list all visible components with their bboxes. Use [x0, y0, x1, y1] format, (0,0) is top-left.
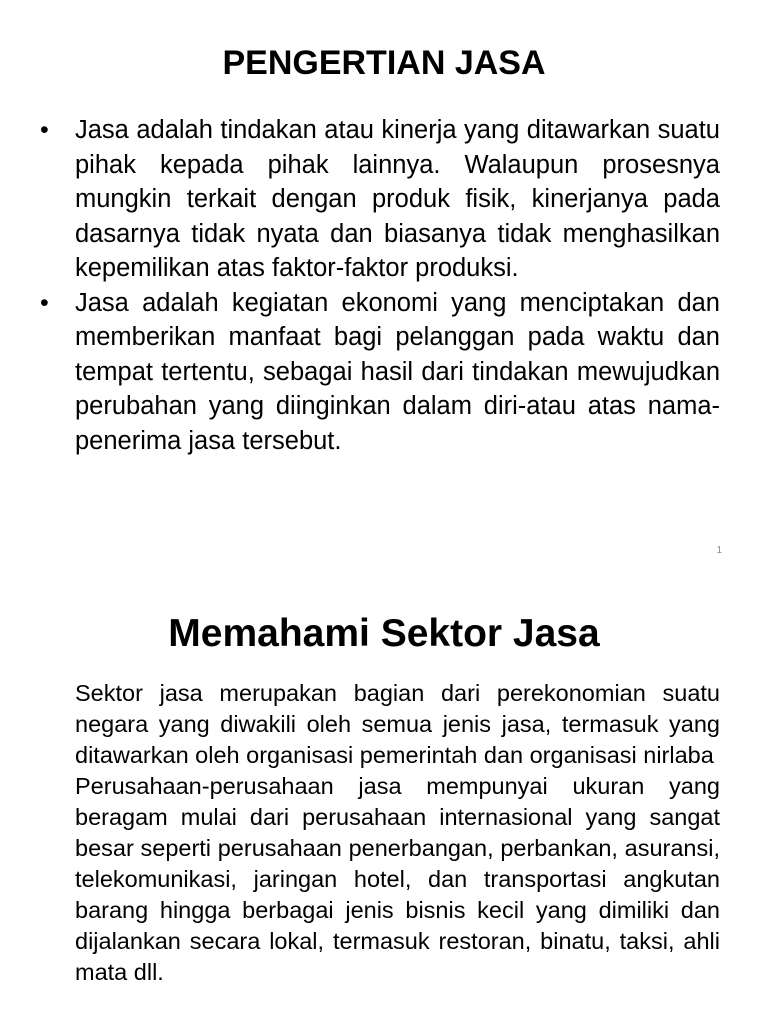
bullet-dot-icon: • — [40, 288, 49, 317]
bullet-item — [40, 286, 720, 459]
paragraph: Sektor jasa merupakan bagian dari perekonomian suatu negara yang diwakili oleh semua jenis jasa, termasuk yang ditawarkan oleh organisasi pemerintah dan organisasi nirlaba — [75, 680, 720, 768]
bullet-list — [40, 113, 720, 458]
body-text — [75, 678, 720, 988]
page-number: 1 — [716, 545, 722, 556]
bullet-item — [40, 113, 720, 286]
paragraph: Perusahaan-perusahaan jasa mempunyai ukuran yang beragam mulai dari perusahaan internasional yang sangat besar seperti perusahaan penerbangan, perbankan, asuransi, telekomunikasi, jaringan hotel, dan transportasi angkutan barang hingga berbagai jenis bisnis kecil yang dimiliki dan dijalankan secara lokal, termasuk restoran, binatu, taksi, ahli mata dll. — [75, 773, 720, 985]
slide-memahami-sektor-jasa — [0, 566, 768, 1024]
bullet-text: Jasa adalah tindakan atau kinerja yang ditawarkan suatu pihak kepada pihak lainnya. Walaupun prosesnya mungkin terkait dengan produk fisik, kinerjanya pada dasarnya tidak nyata dan biasanya tidak menghasilkan kepemilikan atas faktor-faktor produksi. — [75, 116, 720, 282]
slide-title: PENGERTIAN JASA — [222, 44, 546, 82]
bullet-text: Jasa adalah kegiatan ekonomi yang menciptakan dan memberikan manfaat bagi pelanggan pada waktu dan tempat tertentu, sebagai hasil dari tindakan mewujudkan perubahan yang diinginkan dalam diri-atau atas nama-penerima jasa tersebut. — [75, 288, 720, 455]
bullet-dot-icon: • — [40, 116, 49, 144]
slide-title: Memahami Sektor Jasa — [168, 612, 600, 655]
